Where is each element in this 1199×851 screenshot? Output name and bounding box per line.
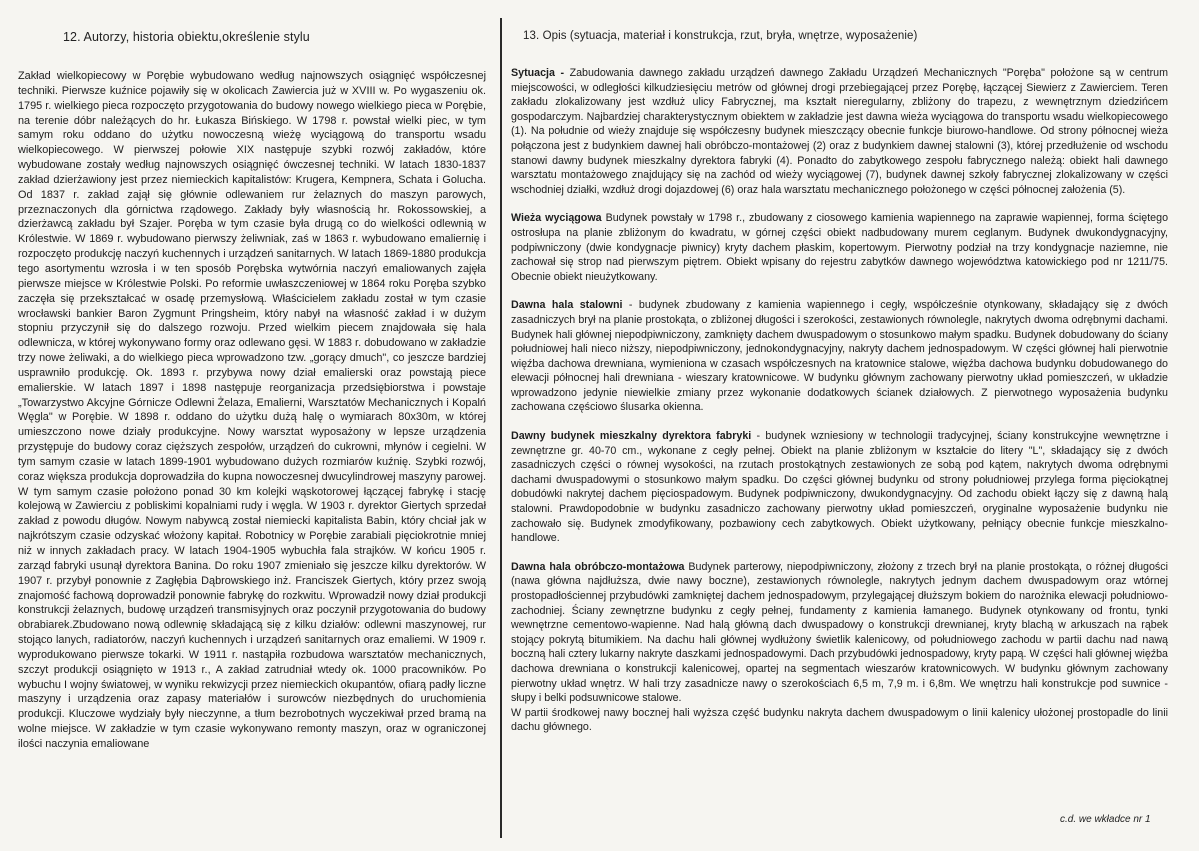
section-12-heading: 12. Autorzy, historia obiektu,określenie stylu: [63, 30, 310, 44]
column-divider: [500, 18, 502, 838]
description-body: [511, 66, 1168, 735]
section-13-heading: 13. Opis (sytuacja, materiał i konstrukcja, rzut, bryła, wnętrze, wyposażenie): [523, 30, 918, 42]
paragraph-sytuacja: [511, 66, 1168, 197]
history-text: Zakład wielkopiecowy w Porębie wybudowano według najnowszych osiągnięć współczesnej techniki. Pierwsze kuźnice pojawiły się w okolicach Zawiercia już w XVIII w. Po wygaszeniu ok. 1795 r. wielkiego pieca rozpoczęto przygotowania do budowy nowego wielkiego pieca w Porębie, na terenie dóbr należących do hr. Łukasza Bińskiego. W 1798 r. powstał wielki piec, w tym samym roku oddano do użytku nowoczesną wieżę wyciągową do transportu wsadu wielkopiecowego. W pierwszej połowie XIX następuje szybki rozwój zakładów, które wybudowane zostały według najnowszych osiągnięć ówczesnej techniki. W latach 1830-1837 zakład dzierżawiony jest przez niemieckich kapitalistów: Krugera, Kempnera, Schata i Golucha. Od 1837 r. zakład zajął się głównie odlewaniem rur żelaznych do maszyn parowych, przeznaczonych dla górnictwa rządowego. Zakłady były własnością hr. Rokossowskiej, a dzierżawcą zakładu był Szajer. Poręba w tym czasie była drugą co do wielkości odlewnią w Królestwie. W 1869 r. wybudowano pierwszy żeliwniak, zaś w 1863 r. wybudowano emaliernię i rozpoczęto produkcję naczyń kuchennych i urządzeń sanitarnych. W latach 1869-1880 produkcja tego asortymentu wzrosła i w ten sposób Porębska wytwórnia naczyń emaliowanych zajęła pierwsze miejsce w Królestwie Polski. Po reformie uwłaszczeniowej w 1864 roku Poręba szybko zaczęła się przekształcać w osadę przemysłową. Właścicielem zakładu został w tym czasie wrocławski bankier Baron Zygmunt Pringsheim, który nabył na własność zakład i w dużym stopniu przyczynił się do dalszego rozwoju. Przed wielkim piecem znajdowała się hala odlewnicza, w której wykonywano formy oraz odlewano gęsi. W 1883 r. dobudowano w zakładzie trzy nowe żeliwaki, a do wielkiego pieca wprowadzono tzw. „gorący dmuch", co jeszcze bardziej usprawniło produkcję. Ok. 1893 r. przybywa nowy dział emalierski oraz powstają piece emalierskie. W latach 1897 i 1898 następuje reorganizacja przedsiębiorstwa i powstaje „Towarzystwo Akcyjne Górnicze Odlewni Żelaza, Emalierni, Warsztatów Mechanicznych i Kopalń Węgla" w Porębie. W 1898 r. oddano do użytku dużą halę o wymiarach 80x30m, w której umieszczono nowe działy produkcyjne. Nowy warsztat wyposażony w lepsze urządzenia przystępuje do budowy coraz cięższych zespołów, urządzeń do cukrowni, młynów i cegielni. W tym samym czasie w latach 1899-1901 wybudowano dużych rozmiarów kuźnię. Szybki rozwój, coraz większa produkcja doprowadziła do kupna nowoczesnej dwucylindrowej maszyny parowej. W tym samym czasie położono ponad 30 km kolejki wąskotorowej łączącej fabrykę i stację kolejową w Zawierciu z pobliskimi kopalniami rudy i węgla. W 1903 r. dyrektor Giertych sprzedał zakład z powodu długów. Nowym nabywcą został niemiecki kapitalista Babin, który chciał jak w najkrótszym czasie odzyskać włożony kapitał. Robotnicy w Porębie zarabiali pięciokrotnie mniej niż w innych zakładach pracy. W latach 1904-1905 wybuchła fala strajków. W końcu 1905 r. zarząd fabryki usunął dyrektora Banina. Do roku 1907 zmieniało się jeszcze kilku dyrektorów. W 1907 r. przybył ponownie z Zagłębia Dąbrowskiego inż. Franciszek Giertych, który przez swoją znajomość fachową doprowadził ponownie fabrykę do rozkwitu. Wprowadził nowy dział produkcji konstrukcji żelaznych, budowę urządzeń transmisyjnych oraz poczynił przygotowania do budowy obrabiarek.Zbudowano nową odlewnię składającą się z kilku działów: odlewni maszynowej, rur stojąco lanych, radiatorów, naczyń kuchennych i urządzeń sanitarnych oraz emaliemi. W 1909 r. wyprodukowano pierwsze tokarki. W 1911 r. nastąpiła rozbudowa warsztatów mechanicznych, szczyt produkcji osiągnięto w 1913 r., A zakład zatrudniał wtedy ok. 1000 pracowników. Po wybuchu I wojny światowej, w wyniku rekwizycji przez niemieckich okupantów, ofiarą padły liczne maszyny i urządzenia oraz zapasy materiałów i surowców niezbędnych do uruchomienia produkcji. Kluczowe wydziały były nieczynne, a tłum bezrobotnych wyczekiwał przed bramą na wolne miejsce. W zakładzie w tym czasie wykonywano remonty maszyn, oraz w ograniczonej ilości naczynia emaliowane: [18, 70, 486, 750]
paragraph-lead: Dawna hala obróbczo-montażowa: [511, 560, 685, 573]
paragraph-text: Budynek powstały w 1798 r., zbudowany z ciosowego kamienia wapiennego na zaprawie wapiennej, forma ściętego ostrosłupa na planie zbliżonym do kwadratu, w górnej części obiekt nadbudowany murem ceglanym. Budynek dwukondygnacyjny, podpiwniczony (dwie kondygnacje piwnicy) kryty dachem płaskim, kopertowym. Pierwotny podział na trzy kondygnacje naziemne, nie zachował się strop nad pierwszym piętrem. Obiekt wpisany do rejestru zabytków dawnego województwa katowickiego pod nr 1211/75. Obecnie obiekt nieużytkowany.: [511, 212, 1169, 283]
paragraph-lead: Wieża wyciągowa: [511, 212, 602, 225]
paragraph-text: Zabudowania dawnego zakładu urządzeń dawnego Zakładu Urządzeń Mechanicznych "Poręba" położone są w centrum miejscowości, w odległości kilkudziesięciu metrów od głównej drogi przebiegającej przez Porębę, łączącej Siewierz z Zawierciem. Teren zakładu zlokalizowany jest wzdłuż ulicy Fabrycznej, ma kształt nieregularny, zbliżony do trapezu, z wewnętrznym dziedzińcem gospodarczym. Najbardziej charakterystycznym obiektem w zakładzie jest dawna wieża wyciągowa do transportu wsadu wielkopiecowego (1). Na południe od wieży znajduje się współczesny budynek mieszczący obecnie funkcje biurowo-handlowe. Od strony północnej wieża połączona jest z budynkiem dawnej hali obróbczo-montażowej (2) oraz z budynkiem dawnej stalowni (3), której przedłużenie od wschodu stanowi dawny budynek mieszkalny dyrektora fabryki (4). Ponadto do zabytkowego zespołu fabrycznego należą: obiekt hali dawnego warsztatu montażowego znajdujący się na zachód od wieży wyciągowej (7), budynek dawnej szkoły fabrycznej zlokalizowany w części wschodniej działki, wzdłuż drogi dojazdowej (6) oraz hala warsztatu mechanicznego położonego w części północnej założenia (5).: [511, 67, 1168, 196]
paragraph-text: Budynek parterowy, niepodpiwniczony, złożony z trzech brył na planie prostokąta, o różnej długości (nawa główna najdłuższa, dwie nawy boczne), zestawionych równolegle, nakrytych jednym dachem dwuspadowym oraz wtórnej prostopadłościennej przybudówki zamkniętej dachem jednospadowym, przylegającej dłuższym bokiem do narożnika elewacji południowo-zachodniej. Ściany zewnętrzne budynku z cegły pełnej, fundamenty z kamienia łamanego. Budynek otynkowany od frontu, tynki wewnętrzne cementowo-wapienne. Nad halą główną dach dwuspadowy o konstrukcji drewnianej, kryty blachą w arkuszach na rąbek stojący pokrytą bitumikiem. Na dachu hali głównej wydłużony świetlik kalenicowy, od południowego zachodu w partii dachu nad nawą boczną hali cztery lukarny nakryte daszkami jednospadowymi. Dach przybudówki jednospadowy, kryty papą. W części hali głównej więźba dachowa drewniana o konstrukcji kalenicowej, opartej na segmentach wieszarów kratownicowych. W budynku głównym zachowany pierwotny układ wnętrz. W hali trzy zasadnicze nawy o szerokościach 6,5 m, 7,9 m. i 6,8m. We wnętrzu hali konstrukcje pod suwnice - słupy i belki podsuwnicowe stalowe.: [511, 560, 1168, 705]
paragraph-wieza: [511, 211, 1168, 284]
paragraph-stalownia: [511, 298, 1168, 415]
paragraph-text: - budynek wzniesiony w technologii tradycyjnej, ściany konstrukcyjne wewnętrzne i zewnętrzne gr. 40-70 cm., wykonane z cegły pełnej. Obiekt na planie zbliżonym w kształcie do litery "L", składający się z dwóch zasadniczych części o równej wysokości, na rzutach prostokątnych zestawionych ze sobą pod kątem, nakrytych dwoma odrębnymi dachami dwuspadowymi o stosunkowo małym spadku. Do części głównej budynku od strony południowej przylega forma pięciokątnej dobudówki nakrytej dachem pięciospadowym. Budynek podpiwniczony, dwukondygnacyjny. Od zachodu obiekt łączy się z dawną halą stalowni. Prawdopodobnie w budynku zasadniczo zachowany pierwotny układ pomieszczeń, oryginalne wyposażenie budynku nie zachowało się. Budynek zmodyfikowany, pozbawiony cech zabytkowych. Obiekt użytkowany, pełniący obecnie funkcje mieszkalno-handlowe.: [511, 430, 1168, 545]
paragraph-lead: Sytuacja -: [511, 67, 565, 79]
paragraph-hala-obrobczo: [511, 560, 1168, 706]
continuation-note: c.d. we wkładce nr 1: [1060, 814, 1151, 825]
paragraph-lead: Dawna hala stalowni: [511, 299, 623, 312]
paragraph-dyrektor: [511, 429, 1168, 546]
paragraph-tail: W partii środkowej nawy bocznej hali wyższa część budynku nakryta dachem dwuspadowym o linii kalenicy ułożonej prostopadle do linii dachu głównego.: [511, 706, 1168, 734]
paragraph-text: - budynek zbudowany z kamienia wapiennego i cegły, współcześnie otynkowany, składający się z dwóch zasadniczych brył na planie prostokąta, o zbliżonej długości i szerokości, zestawionych równolegle, nakrytych dwoma odrębnymi dachami. Budynek hali głównej niepodpiwniczony, zamknięty dachem dwuspadowym o stosunkowo małym spadku. Budynek dobudowany do ściany południowej hali nieco niższy, niepodpiwniczony, jednokondygnacyjny, nakryty dachem jednospadowym. W części głównej hali pierwotnie więźba dachowa drewniana, wymieniona w czasach współczesnych na kratownice stalowe, więźba dachowa budynku dobudowanego do elewacji północnej hali drewniana - wieszary kratownicowe. W budynku głównym zachowany pierwotny układ pomieszczeń, w układzie wprowadzono jedynie niewielkie zmiany przez wykonanie dodatkowych ścianek działowych. Z pierwotnego wyposażenia budynku zachowana częściowo ślusarka okienna.: [511, 299, 1168, 414]
paragraph-lead: Dawny budynek mieszkalny dyrektora fabryki: [511, 430, 752, 443]
